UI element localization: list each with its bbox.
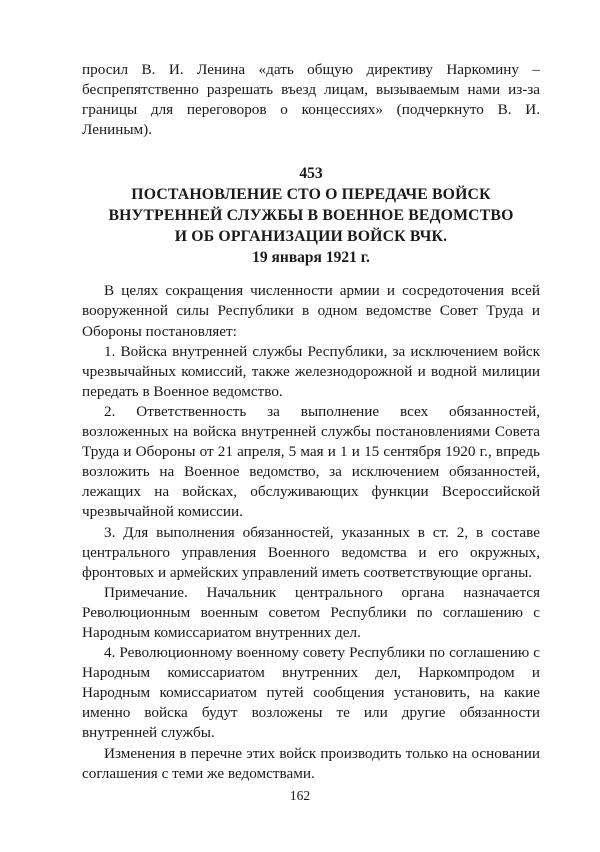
document-number: 453	[299, 165, 323, 183]
page-number: 162	[289, 788, 311, 803]
note-paragraph: Примечание. Начальник центрального органа назначается Революционным военным советом Республики по соглашению с Народным комиссариатом внутренних дел.	[82, 583, 540, 641]
document-title-line: ВНУТРЕННЕЙ СЛУЖБЫ В ВОЕННОЕ ВЕДОМСТВО	[108, 207, 514, 225]
document-body	[82, 281, 540, 783]
document-date: 19 января 1921 г.	[252, 249, 370, 267]
page-content	[82, 60, 540, 784]
preamble-paragraph: В целях сокращения численности армии и сосредоточения всей вооруженной силы Республики в одном ведомстве Совет Труда и Обороны постановляет:	[82, 282, 540, 340]
article-4-paragraph: 4. Революционному военному совету Республики по соглашению с Народным комиссариатом внутренних дел, Наркомпродом и Народным комиссариатом путей сообщения установить, на какие именно войска будут возложены те или другие обязанности внутренней службы.	[82, 644, 540, 742]
article-1-paragraph: 1. Войска внутренней службы Республики, за исключением войск чрезвычайных комиссий, также железнодорожной и водной милиции передать в Военное ведомство.	[82, 342, 540, 400]
article-3-paragraph: 3. Для выполнения обязанностей, указанных в ст. 2, в составе центрального управления Военного ведомства и его окружных, фронтовых и армейских управлений иметь соответствующие органы.	[82, 523, 540, 581]
changes-paragraph: Изменения в перечне этих войск производить только на основании соглашения с теми же ведомствами.	[82, 744, 540, 782]
document-title-line: ПОСТАНОВЛЕНИЕ СТО О ПЕРЕДАЧЕ ВОЙСК	[131, 186, 491, 204]
document-header	[82, 163, 540, 268]
article-2-paragraph: 2. Ответственность за выполнение всех обязанностей, возложенных на войска внутренней службы постановлениями Совета Труда и Обороны от 21 апреля, 5 мая и 1 и 15 сентября 1920 г., впредь возложить на Военное ведомство, за исключением обязанностей, лежащих на войсках, обслуживающих функции Всероссийской чрезвычайной комиссии.	[82, 402, 540, 521]
intro-paragraph: просил В. И. Ленина «дать общую директиву Наркомину – беспрепятственно разрешать въезд лицам, вызываемым нами из-за границы для переговоров о концессиях» (подчеркнуто В. И. Лениным).	[82, 61, 540, 139]
document-title-line: И ОБ ОРГАНИЗАЦИИ ВОЙСК ВЧК.	[174, 228, 448, 246]
